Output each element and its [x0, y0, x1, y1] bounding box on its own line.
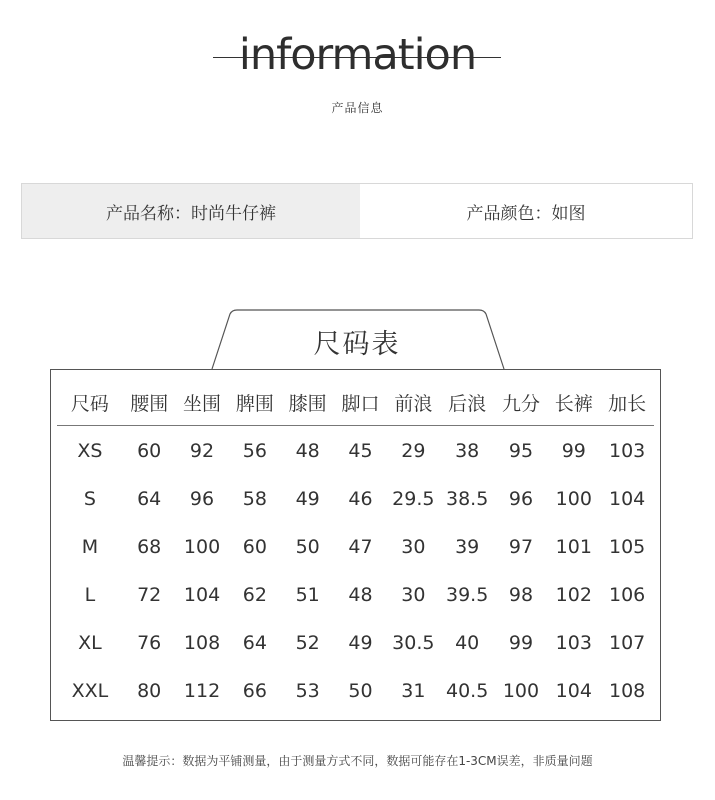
size-table-title: 尺码表 — [313, 329, 401, 360]
table-cell: 98 — [508, 584, 534, 606]
table-cell: 45 — [348, 440, 373, 462]
column-header: 前浪 — [394, 393, 433, 415]
table-cell: 29 — [401, 440, 426, 462]
table-cell: 40.5 — [446, 680, 489, 702]
page-title: information — [238, 30, 477, 80]
table-cell: 100 — [555, 488, 592, 510]
table-cell: 49 — [295, 488, 320, 510]
column-header: 尺码 — [70, 393, 109, 415]
table-cell: XS — [77, 440, 103, 462]
table-cell: 51 — [295, 584, 320, 606]
column-header: 脚口 — [341, 393, 380, 415]
table-cell: 106 — [608, 584, 646, 606]
table-cell: S — [83, 488, 96, 510]
table-cell: 107 — [608, 632, 646, 654]
product-color: 产品颜色：如图 — [360, 184, 692, 238]
table-cell: 108 — [608, 680, 646, 702]
table-row — [57, 571, 654, 619]
table-cell: 52 — [295, 632, 320, 654]
table-cell: 60 — [137, 440, 162, 462]
table-cell: 48 — [295, 440, 320, 462]
table-cell: 30 — [401, 584, 426, 606]
column-header: 腰围 — [130, 393, 169, 415]
table-cell: 104 — [555, 680, 592, 702]
table-cell: 101 — [555, 536, 592, 558]
product-info-bar — [21, 183, 693, 239]
table-cell: 39.5 — [446, 584, 489, 606]
table-cell: 48 — [348, 584, 373, 606]
table-cell: 40 — [455, 632, 480, 654]
table-cell: 97 — [508, 536, 534, 558]
table-cell: 49 — [348, 632, 373, 654]
table-cell: L — [84, 584, 96, 606]
table-cell: 62 — [242, 584, 267, 606]
table-row — [57, 667, 654, 715]
table-cell: 64 — [242, 632, 267, 654]
table-cell: 104 — [183, 584, 221, 606]
size-table — [50, 369, 661, 721]
table-row — [57, 523, 654, 571]
table-cell: XL — [78, 632, 102, 654]
table-cell: 76 — [137, 632, 162, 654]
table-row — [57, 427, 654, 475]
table-cell: 99 — [561, 440, 586, 462]
table-cell: 80 — [137, 680, 162, 702]
table-cell: 103 — [608, 440, 646, 462]
table-cell: 103 — [555, 632, 592, 654]
table-cell: 39 — [455, 536, 480, 558]
column-header: 后浪 — [448, 393, 487, 415]
table-cell: 64 — [137, 488, 162, 510]
table-cell: 102 — [555, 584, 592, 606]
table-cell: 104 — [608, 488, 646, 510]
table-cell: 46 — [348, 488, 373, 510]
page-subtitle: 产品信息 — [331, 101, 384, 115]
table-cell: 50 — [295, 536, 320, 558]
table-cell: 31 — [401, 680, 426, 702]
table-cell: 92 — [189, 440, 215, 462]
column-header: 长裤 — [554, 393, 593, 415]
table-cell: 47 — [348, 536, 373, 558]
table-cell: 53 — [295, 680, 320, 702]
table-cell: 95 — [508, 440, 534, 462]
product-name: 产品名称：时尚牛仔裤 — [22, 184, 360, 238]
table-cell: 112 — [183, 680, 221, 702]
table-cell: 60 — [242, 536, 267, 558]
table-cell: 72 — [137, 584, 162, 606]
table-cell: XXL — [71, 680, 109, 702]
table-header-row — [57, 380, 654, 426]
column-header: 膝围 — [288, 393, 327, 415]
column-header: 坐围 — [183, 393, 222, 415]
table-cell: 105 — [608, 536, 646, 558]
table-row — [57, 475, 654, 523]
table-cell: M — [81, 536, 99, 558]
table-cell: 100 — [183, 536, 221, 558]
table-cell: 100 — [502, 680, 540, 702]
table-cell: 30.5 — [392, 632, 435, 654]
column-header: 加长 — [608, 393, 647, 415]
table-cell: 66 — [242, 680, 267, 702]
table-cell: 38 — [455, 440, 480, 462]
table-cell: 50 — [348, 680, 373, 702]
table-cell: 99 — [508, 632, 534, 654]
table-cell: 96 — [189, 488, 215, 510]
table-cell: 30 — [401, 536, 426, 558]
table-row — [57, 619, 654, 667]
table-cell: 68 — [137, 536, 162, 558]
column-header: 脾围 — [235, 393, 274, 415]
table-cell: 38.5 — [446, 488, 489, 510]
column-header: 九分 — [501, 393, 540, 415]
footer-note: 温馨提示：数据为平铺测量，由于测量方式不同，数据可能存在1-3CM误差，非质量问题 — [122, 754, 593, 768]
table-cell: 56 — [242, 440, 267, 462]
table-cell: 58 — [242, 488, 267, 510]
table-cell: 108 — [183, 632, 221, 654]
table-cell: 29.5 — [392, 488, 435, 510]
table-cell: 96 — [508, 488, 534, 510]
